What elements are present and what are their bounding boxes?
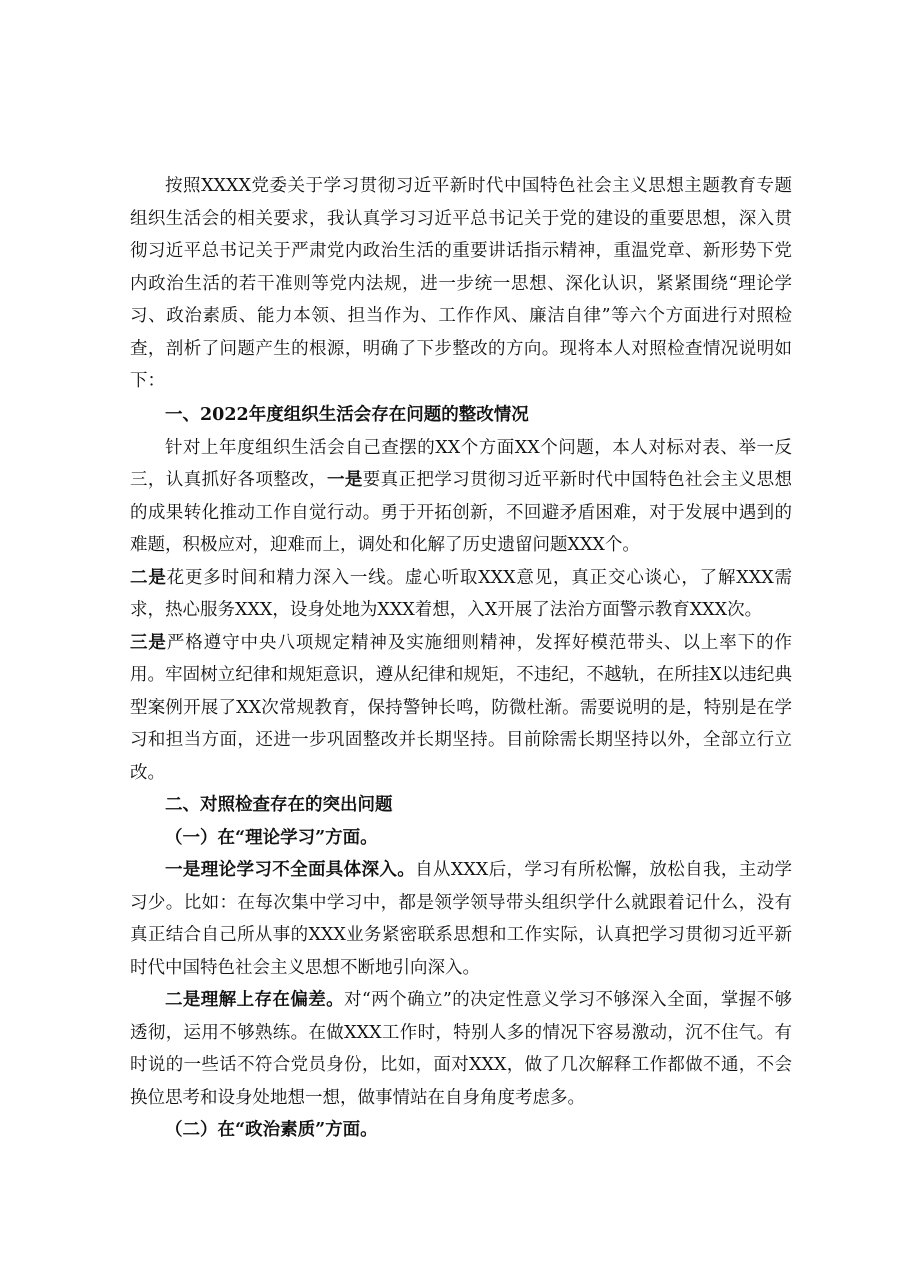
problem2-text: 对“两个确立”的决定性意义学习不够深入全面，掌握不够透彻，运用不够熟练。在做XXX工作时，特别人多的情况下容易激动，沉不住气。有时说的一些话不符合党员身份，比如，面对XXX，做了几次解释工作都做不通，不会换位思考和设身处地想一想，做事情站在自身角度考虑多。: [130, 990, 792, 1108]
subsection1-heading: （一）在“理论学习”方面。: [165, 827, 378, 848]
item2-text: 花更多时间和精力深入一线。虚心听取XXX意见，真正交心谈心，了解XXX需求，热心服务XXX，设身处地为XXX着想，入X开展了法治方面警示教育XXX次。: [130, 567, 793, 620]
document-page: [130, 170, 792, 1147]
item3-text: 严格遵守中央八项规定精神及实施细则精神，发挥好模范带头、以上率下的作用。牢固树立纪律和规矩意识，遵从纪律和规矩，不违纪，不越轨，在所挂X以违纪典型案例开展了XX次常规教育，保持警钟长鸣，防微杜渐。需要说明的是，特别是在学习和担当方面，还进一步巩固整改并长期坚持。目前除需长期坚持以外，全部立行立改。: [130, 632, 793, 783]
section2-heading: 二、对照检查存在的突出问题: [165, 795, 393, 815]
item1-label: 一是: [326, 470, 363, 490]
section1-paragraph: [130, 432, 792, 790]
item3-label: 三是: [130, 632, 167, 653]
item2-label: 二是: [130, 567, 167, 588]
problem1-text: 自从XXX后，学习有所松懈，放松自我，主动学习少。比如：在每次集中学习中，都是领学领导带头组织学什么就跟着记什么，没有真正结合自己所从事的XXX业务紧密联系思想和工作实际，认真把学习贯彻习近平新时代中国特色社会主义思想不断地引向深入。: [130, 860, 793, 978]
problem2-paragraph: [130, 984, 792, 1114]
problem1-label: 一是理论学习不全面具体深入。: [165, 860, 416, 880]
problem2-label: 二是理解上存在偏差。: [165, 990, 345, 1010]
section1-lead: 针对上年度组织生活会自己查摆的XX个方面XX个问题，本人对标对表、举一反三，认真抓好各项整改，: [130, 437, 792, 490]
subsection2-heading: （二）在“政治素质”方面。: [165, 1120, 378, 1140]
problem1-paragraph: [130, 854, 792, 984]
intro-paragraph: 按照XXXX党委关于学习贯彻习近平新时代中国特色社会主义思想主题教育专题组织生活会的相关要求，我认真学习习近平总书记关于党的建设的重要思想，深入贯彻习近平总书记关于严肃党内政治生活的重要讲话指示精神，重温党章、新形势下党内政治生活的若干准则等党内法规，进一步统一思想、深化认识，紧紧围绕“理论学习、政治素质、能力本领、担当作为、工作作风、廉洁自律”等六个方面进行对照检查，剖析了问题产生的根源，明确了下步整改的方向。现将本人对照检查情况说明如下：: [130, 176, 792, 391]
section1-heading: 一、2022年度组织生活会存在问题的整改情况: [165, 404, 529, 425]
item1-text: 要真正把学习贯彻习近平新时代中国特色社会主义思想的成果转化推动工作自觉行动。勇于开拓创新，不回避矛盾困难，对于发展中遇到的难题，积极应对，迎难而上，调处和化解了历史遗留问题XXX个。: [130, 470, 793, 555]
